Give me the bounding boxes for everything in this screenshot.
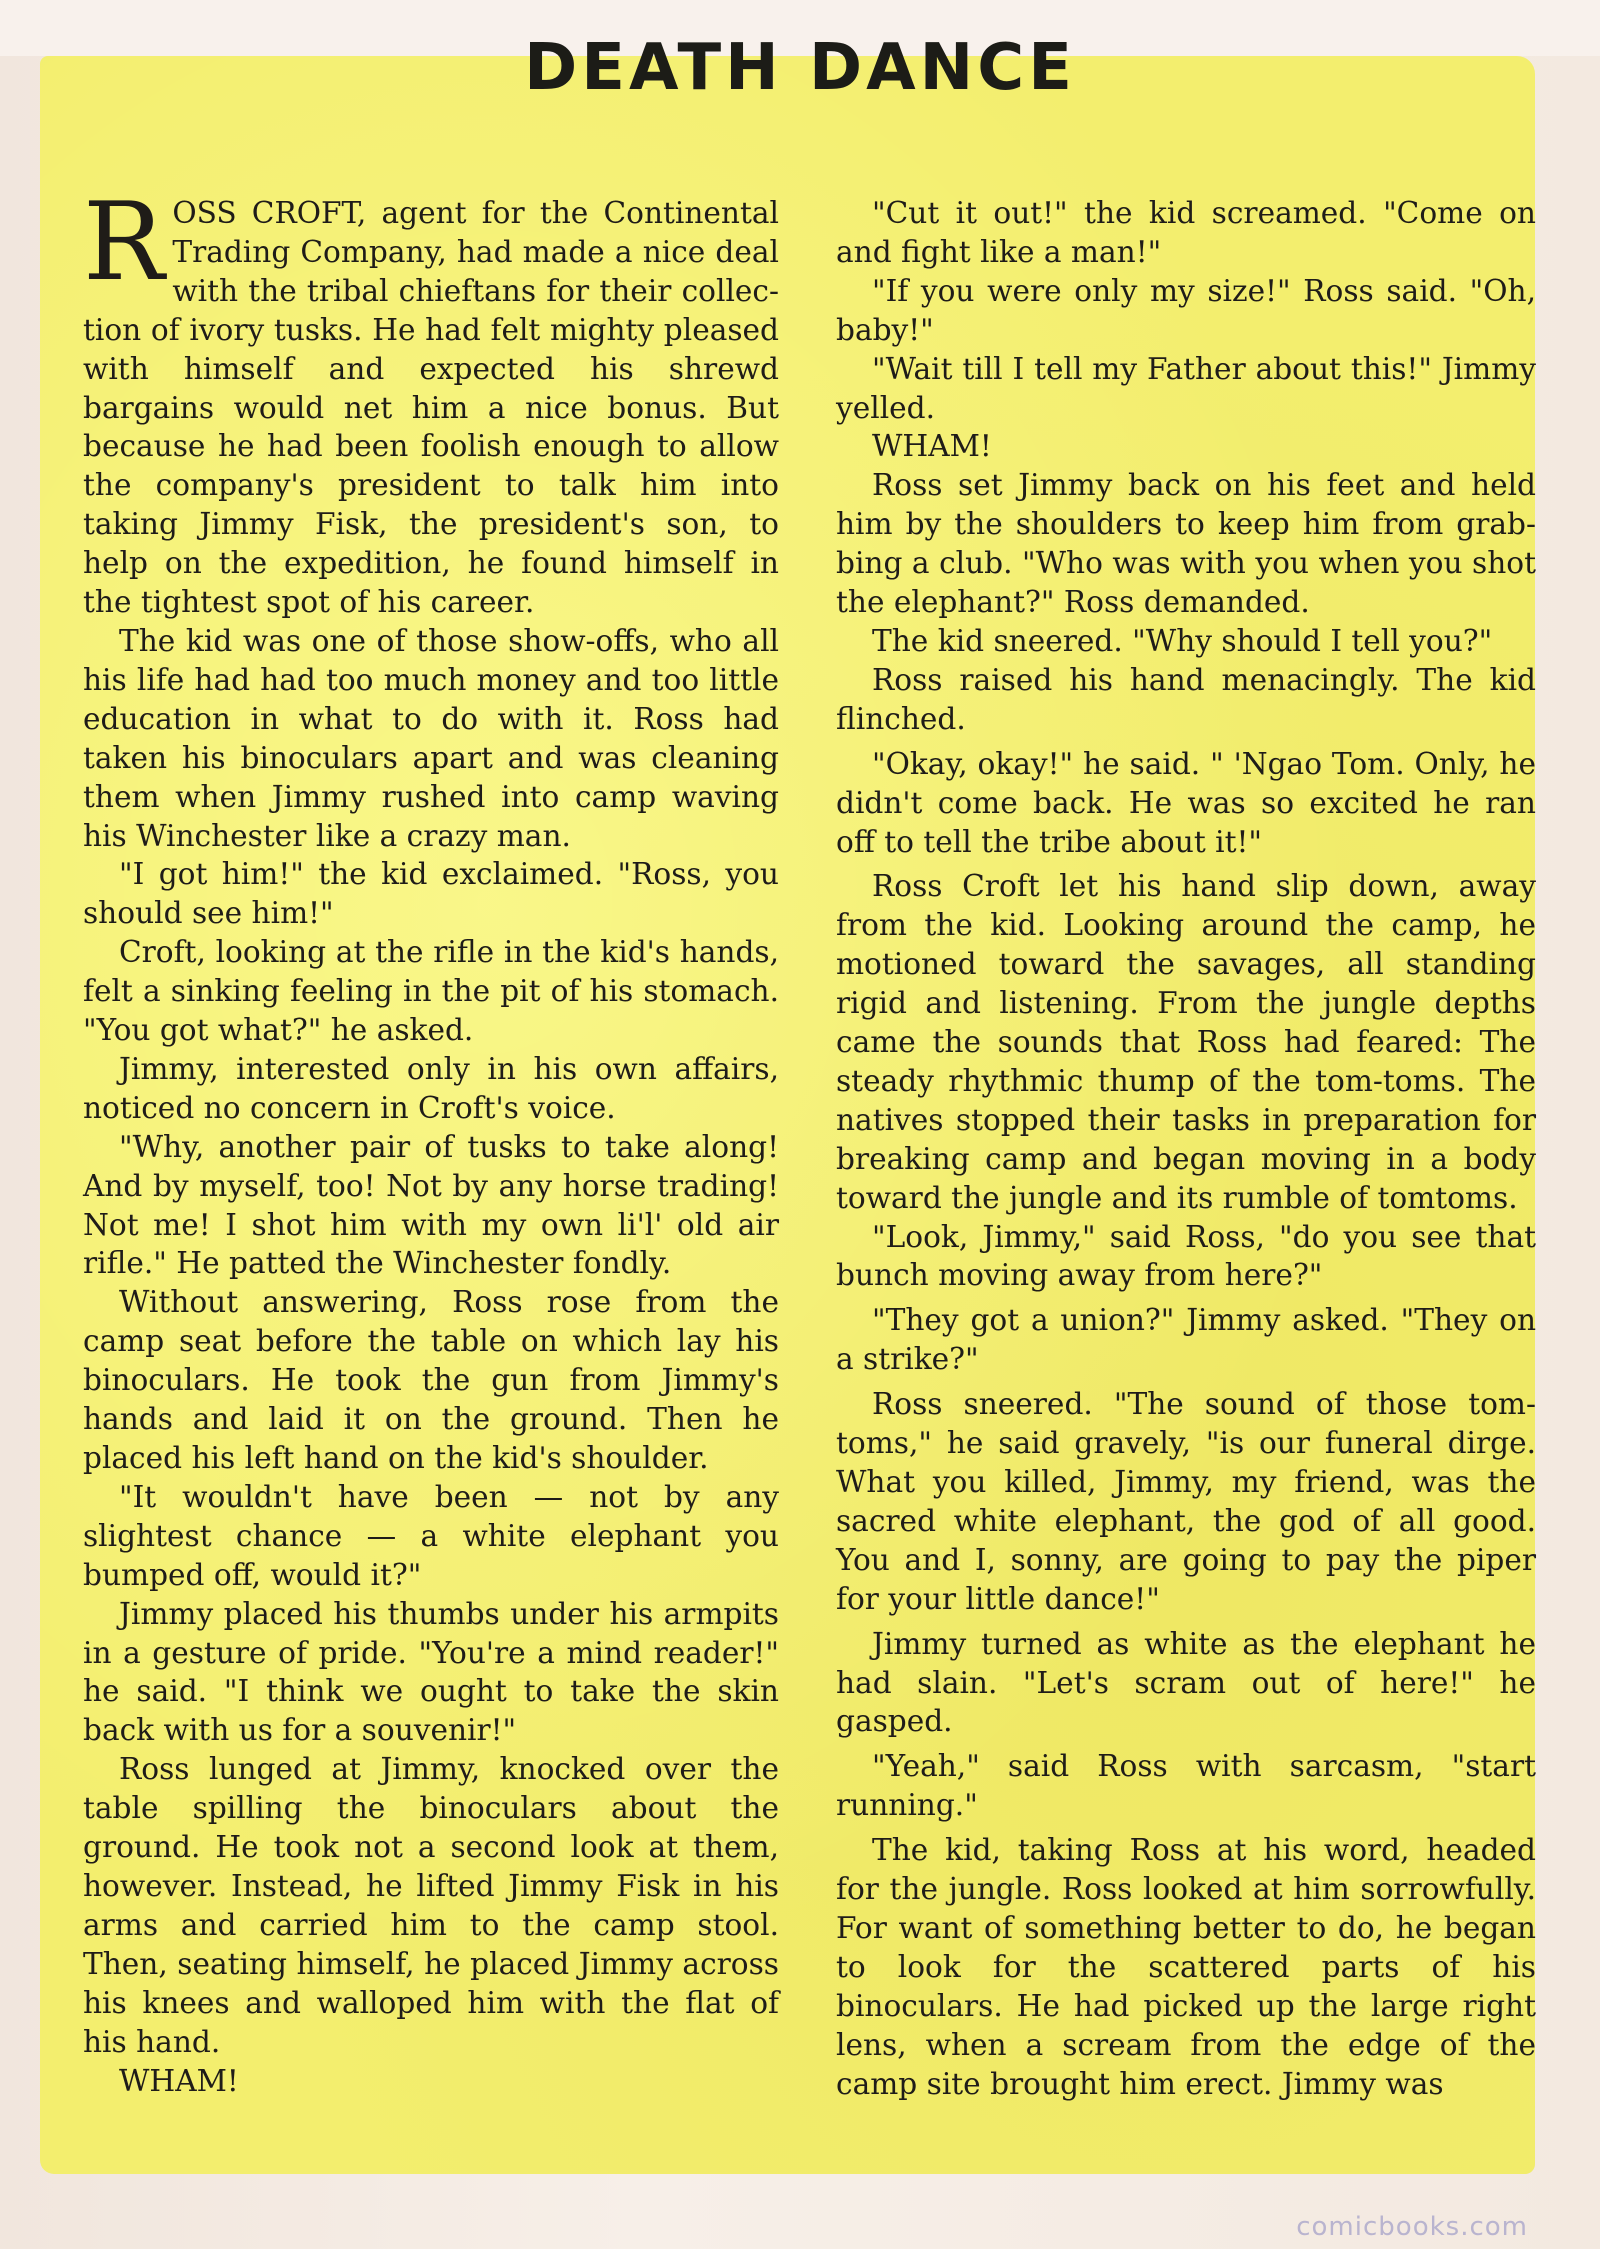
paragraph: "Look, Jimmy," said Ross, "do you see that bunch moving away from here?" bbox=[836, 1219, 1536, 1293]
paragraph: The kid sneered. "Why should I tell you?" bbox=[872, 623, 1493, 658]
drop-cap: R bbox=[83, 180, 165, 305]
story-title: DEATH DANCE bbox=[524, 31, 1076, 105]
paragraph: Ross lunged at Jimmy, knocked over the table spilling the binoculars about the ground. He took not a second look at them, however. Instead, he lifted Jimmy Fisk in his arms and carried him to the camp stool. Then, seating himself, he placed Jimmy across his knees and walloped him with the flat of his hand. bbox=[83, 1752, 779, 2059]
paragraph: The kid, taking Ross at his word, headed for the jungle. Ross looked at him sorrowfully. For want of something better to do, he began to look for the scattered parts of his binoculars. He had picked up the large right lens, when a scream from the edge of the camp site brought him erect. Jimmy was bbox=[836, 1833, 1536, 2101]
paragraph: Ross set Jimmy back on his feet and held him by the shoulders to keep him from grabbing a club. "Who was with you when you shot the elephant?" Ross demanded. bbox=[836, 468, 1536, 620]
paragraph: "Wait till I tell my Father about this!" Jimmy yelled. bbox=[836, 351, 1536, 425]
paragraph: Croft, looking at the rifle in the kid's hands, felt a sinking feeling in the pit of his stomach. "You got what?" he asked. bbox=[83, 935, 779, 1048]
paragraph: Jimmy turned as white as the elephant he had slain. "Let's scram out of here!" he gasped. bbox=[836, 1626, 1536, 1739]
paragraph: Without answering, Ross rose from the camp seat before the table on which lay his binoculars. He took the gun from Jimmy's hands and laid it on the ground. Then he placed his left hand on the kid's shoulder. bbox=[83, 1285, 779, 1475]
paragraph: "Why, another pair of tusks to take along! And by myself, too! Not by any horse trading! Not me! I shot him with my own li'l' old air rifle." He patted the Winchester fondly. bbox=[83, 1129, 779, 1281]
paragraph bbox=[83, 180, 779, 622]
paragraph: Ross raised his hand menacingly. The kid flinched. bbox=[836, 662, 1536, 736]
paragraph: Jimmy placed his thumbs under his armpits in a gesture of pride. "You're a mind reader!" he said. "I think we ought to take the skin back with us for a souvenir!" bbox=[83, 1596, 779, 1748]
right-text-column bbox=[836, 194, 1536, 2104]
site-watermark: comicbooks.com bbox=[1296, 2212, 1528, 2242]
paragraph: WHAM! bbox=[119, 2063, 239, 2098]
paragraph: WHAM! bbox=[872, 429, 992, 464]
paragraph: "They got a union?" Jimmy asked. "They on a strike?" bbox=[836, 1303, 1536, 1377]
paragraph: "Okay, okay!" he said. " 'Ngao Tom. Only, he didn't come back. He was so excited he ran off to tell the tribe about it!" bbox=[836, 746, 1536, 859]
paragraph: "If you were only my size!" Ross said. "Oh, baby!" bbox=[836, 273, 1536, 347]
paragraph: The kid was one of those show-offs, who all his life had had too much money and too little education in what to do with it. Ross had taken his binoculars apart and was cleaning them when Jimmy rushed into camp waving his Winchester like a crazy man. bbox=[83, 623, 779, 853]
paragraph-text: OSS CROFT, agent for the Continental Trading Company, had made a nice deal with the tribal chieftans for their collection of ivory tusks. He had felt mighty pleased with himself and expected his shrewd bargains would net him a nice bonus. But because he had been foolish enough to allow the company's president to talk him into taking Jimmy Fisk, the president's son, to help on the expedition, he found himself in the tightest spot of his career. bbox=[83, 196, 779, 620]
paragraph: "Cut it out!" the kid screamed. "Come on and fight like a man!" bbox=[836, 196, 1536, 269]
paragraph: Jimmy, interested only in his own affairs, noticed no concern in Croft's voice. bbox=[83, 1051, 779, 1125]
paragraph: "I got him!" the kid exclaimed. "Ross, you should see him!" bbox=[83, 857, 779, 931]
paragraph: "It wouldn't have been — not by any slightest chance — a white elephant you bumped off, would it?" bbox=[83, 1479, 779, 1592]
paragraph: Ross Croft let his hand slip down, away from the kid. Looking around the camp, he motioned toward the savages, all standing rigid and listening. From the jungle depths came the sounds that Ross had feared: The steady rhythmic thump of the tom-toms. The natives stopped their tasks in preparation for breaking camp and began moving in a body toward the jungle and its rumble of tomtoms. bbox=[836, 869, 1536, 1215]
paragraph: "Yeah," said Ross with sarcasm, "start running." bbox=[836, 1749, 1536, 1823]
paragraph: Ross sneered. "The sound of those tomtoms," he said gravely, "is our funeral dirge. What you killed, Jimmy, my friend, was the sacred white elephant, the god of all good. You and I, sonny, are going to pay the piper for your little dance!" bbox=[836, 1387, 1536, 1616]
left-text-column bbox=[83, 180, 779, 2100]
